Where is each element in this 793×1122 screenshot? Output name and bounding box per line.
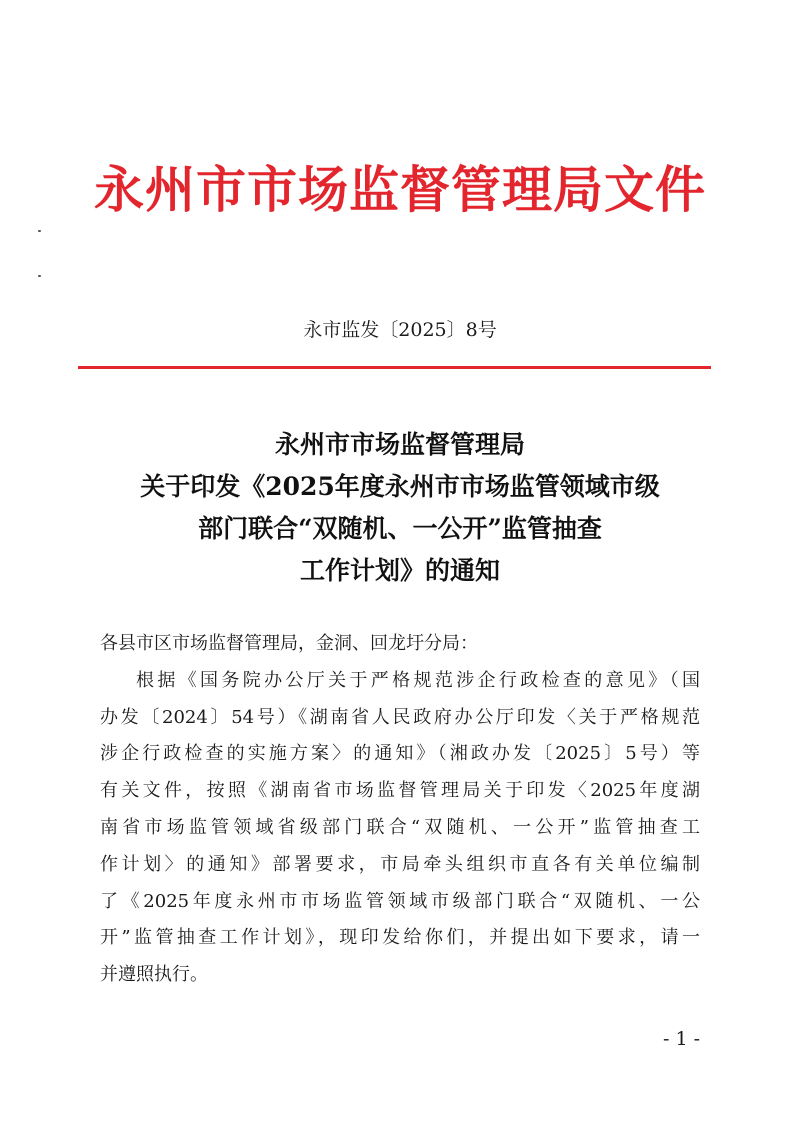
body-line: 办发〔2024〕54号）《湖南省人民政府办公厅印发〈关于严格规范 <box>100 706 700 728</box>
body-line: 涉企行政检查的实施方案〉的通知》（湘政办发〔2025〕5号）等 <box>100 743 700 765</box>
body-line: 并遵照执行。 <box>100 964 208 986</box>
body-line: 根据《国务院办公厅关于严格规范涉企行政检查的意见》（国 <box>136 669 700 691</box>
title-line: 永州市市场监督管理局 <box>274 430 525 459</box>
red-divider-line <box>78 366 711 369</box>
binding-hole-mark <box>38 230 41 232</box>
body-line: 了《2025年度永州市市场监管领域市级部门联合“双随机、一公 <box>100 890 700 912</box>
body-line: 有关文件，按照《湖南省市场监督管理局关于印发〈2025年度湖 <box>100 780 700 802</box>
document-masthead: 永州市市场监督管理局文件 <box>94 161 706 219</box>
title-line: 关于印发《2025年度永州市市场监管领域市级 <box>140 472 660 501</box>
document-body <box>100 626 700 994</box>
title-line: 工作计划》的通知 <box>299 556 500 585</box>
binding-hole-mark <box>38 275 41 277</box>
document-title <box>80 424 720 592</box>
title-line: 部门联合“双随机、一公开”监管抽查 <box>198 514 602 543</box>
body-line: 开”监管抽查工作计划》，现印发给你们，并提出如下要求，请一 <box>100 927 700 949</box>
addressee-line: 各县市区市场监督管理局，金洞、回龙圩分局： <box>100 633 478 654</box>
body-line: 南省市场监管领域省级部门联合“双随机、一公开”监管抽查工 <box>100 816 700 838</box>
page-number: - 1 - <box>662 1028 700 1050</box>
document-number: 永市监发〔2025〕8号 <box>303 319 497 341</box>
body-line: 作计划〉的通知》部署要求，市局牵头组织市直各有关单位编制 <box>100 853 700 875</box>
